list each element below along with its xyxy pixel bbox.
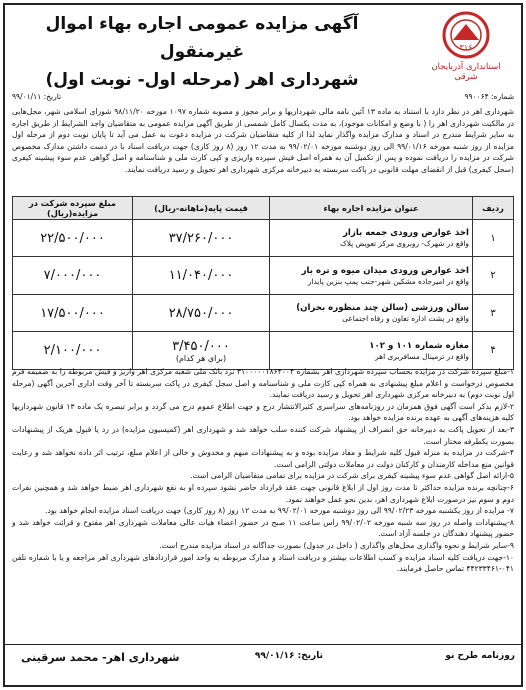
item-cell bbox=[270, 257, 473, 295]
publication-name: روزنامه طرح نو bbox=[445, 651, 515, 661]
condition-item: ۱۰-جهت دریافت کلیه اسناد مزایده و کسب اطلاعات بیشتر و دریافت اسناد و مدارک مربوطه به واحد امور قراردادهای شهرداری اهر مراجعه و یا با شماره تلفن ۰۴۱-۴۴۲۳۳۴۶۱ تماس حاصل فرمایند. bbox=[12, 552, 514, 574]
header-base-price: قیمت پایه(ماهانه-ریال) bbox=[133, 197, 270, 220]
price-note: (برای هر کدام) bbox=[175, 353, 227, 363]
item-title: اخذ عوارض ورودی جمعه بازار bbox=[342, 228, 469, 238]
municipality-logo bbox=[422, 10, 510, 82]
item-location: واقع در ترمینال مسافربری اهر bbox=[375, 351, 469, 361]
base-price: ۳۷/۲۶۰/۰۰۰ bbox=[133, 220, 270, 257]
footer bbox=[3, 644, 523, 687]
condition-item: ۸-پیشنهادات واصله در روز سه شنبه مورخه ۹۹/۰۲/۰۲ راس ساعت ۱۱ صبح در حضور اعضاء هیات عالی معاملات شهرداری اهر مفتوح و قرائت خواهد شد و حضور پیشنهاد دهندگان در جلسه آزاد است. bbox=[12, 517, 515, 539]
table-row bbox=[13, 295, 514, 332]
condition-item: ۶-چنانچه برنده مزایده حداکثر تا مدت روز اول از ابلاغ قانونی جهت عقد قرارداد حاضر نشود سپرده او به نفع شهرداری اهر ضبط خواهد شد و همچنین نفرات دوم و سوم نیز درصورت ابلاغ شهرداری اهر، بدین نحو عمل خواهند نمود. bbox=[12, 482, 514, 504]
header-title: عنوان مزایده اجاره بهاء bbox=[270, 197, 473, 220]
row-number: ۴ bbox=[473, 332, 514, 370]
header bbox=[10, 8, 516, 90]
logo-mark-text: ۳۱۶ bbox=[459, 43, 473, 52]
item-location: واقع در امیرجاده مشکین شهر-جنب پمپ بنزین پایدار bbox=[307, 276, 469, 286]
condition-item: ۹-سایر شرایط و نحوه واگذاری محل‌های واگذاری ( داخل در جدول) بصورت جداگانه در اسناد مزایده مندرج است. bbox=[159, 540, 514, 550]
deposit-amount: ۷/۰۰۰/۰۰۰ bbox=[13, 257, 133, 295]
base-price: ۱۱/۰۴۰/۰۰۰ bbox=[133, 257, 270, 295]
item-cell bbox=[270, 220, 473, 257]
header-row-number: ردیف bbox=[473, 197, 514, 220]
item-location: واقع در شهرک- روبروی مرکز تعویض پلاک bbox=[340, 239, 469, 248]
condition-item: ۳-بعد از تحویل پاکت به دبیرخانه حق انصراف از پیشنهاد شرکت کننده سلب خواهد شد و شهرداری اهر (کمیسیون مزایده) در رد یا قبول هریک از پیشنهادات بصورت یکطرفه مختار است. bbox=[12, 424, 514, 446]
condition-item: ۷- مزایده از روز یکشنبه مورخه ۹۹/۰۲/۲۳ الی روز دوشنبه مورخه ۹۹/۰۲/۰۱ به مدت ۱۲ روز (۸ روز کاری) جهت دریافت اسناد مزایده انجام خواهد بود. bbox=[45, 506, 514, 516]
item-location: واقع در پشت اداره تعاون و رفاه اجتماعی bbox=[342, 314, 469, 323]
ad-title bbox=[22, 10, 382, 94]
title-line-2: شهرداری اهر (مرحله اول- نوبت اول) bbox=[45, 70, 359, 90]
publication-date: تاریخ: ۹۹/۰۱/۱۶ bbox=[254, 651, 323, 661]
item-title: مغازه شماره ۱۰۱ و ۱۰۲ bbox=[369, 340, 469, 351]
base-price: ۲۸/۷۵۰/۰۰۰ bbox=[133, 295, 270, 332]
intro-paragraph: شهرداری اهر در نظر دارد با استناد به ماده ۱۳ آئین نامه مالی شهرداریها و برابر مجوز و مصوبه شماره ۱۰۹۷ مورخه ۹۸/۱۱/۲۰ شورای اسلامی شهر، محل‌هایی در مالکیت شهرداری اهر را ( با وضع و امکانات موجود)، به مدت یکسال کامل شمسی از طریق آگهی مزایده عمومی به متقاضیان واجد الشرایط از طریق اجاره به سایر شرایط مندرج در اسناد و مدارک مزایده واگذار نماید لذا از کلیه متقاضیان شرکت در مزایده دعوت به عمل می آید تا پایان نوبت دوم از مرحله اول مزایده از روز شنبه مورخه ۹۹/۰۱/۱۶ الی روز دوشنبه مورخه ۹۹/۰۲/۰۱ به مدت ۱۲ روز (۸ روز کاری) جهت دریافت اسناد با در دست داشتن مدارک مخصوص شرکت در مزایده را دریافت نموده و پس از تکمیل آن به همراه اصل فیش سپرده واریزی و کپی کارت ملی و شناسنامه و اصل گواهی عدم سوء پیشینه کیفری (سجل کیفری) قبل از انقضای مهلت قانونی در پاکت سربسته به دبیرخانه مرکزی شهرداری اهر تحویل و رسید دریافت نمایند. bbox=[12, 107, 515, 174]
item-cell bbox=[270, 295, 473, 332]
signature: شهرداری اهر- محمد سرقینی bbox=[21, 651, 180, 664]
condition-item: ۲-لازم بذکر است آگهی فوق همزمان در روزنامه‌های سراسری کثیرالانتشار درج و جهت اطلاع عموم درج می گردد و برابر تبصره یک ماده ۱۳ قانون شهرداریها کلیه هزینه‌های آگهی به عهده برنده مزایده خواهد بود. bbox=[12, 401, 515, 423]
row-number: ۱ bbox=[473, 220, 514, 257]
condition-item: ۵-ارائه اصل گواهی عدم سوء پیشینه کیفری برای شرکت در مزایده برای تمامی متقاضیان الزامی است. bbox=[190, 471, 514, 481]
item-cell bbox=[270, 332, 473, 370]
base-price-cell bbox=[133, 332, 270, 370]
condition-item: ۴-شرکت در مزایده به منزله قبول کلیه شرایط و مفاد مزایده بوده و به پیشنهادات مبهم و مخدوش و خالی از اعلام مبلغ، ترتیب اثر داده نخواهد شد و رعایت قوانین منع مداخله کارمندان و کارکنان دولت در معاملات دولتی الزامی است. bbox=[12, 448, 514, 469]
table-row bbox=[13, 220, 514, 257]
item-title: سالن ورزشی (سالن چند منظوره بحران) bbox=[296, 303, 469, 313]
table-header-row bbox=[13, 197, 514, 220]
document-date: تاریخ: ۹۹/۰۱/۱۱ bbox=[12, 92, 62, 101]
table-row bbox=[13, 257, 514, 295]
condition-item: ۱-مبلغ سپرده شرکت در مزایده بحساب سپرده شهرداری اهر بشماره ۳۱۰۰۰۰۰۱۸۶۴۰۰۴ نزد بانک ملی شعبه مرکزی اهر واریز و فیش مربوطه را به ضمیمه فرم مخصوص درخواست و اعلام مبلغ پیشنهادی به همراه کپی کارت ملی و شناسنامه و اصل سجل کیفری در پاکت سربسته تا آخر وقت اداری آخرین آگهی (مرحله اول نوبت دوم) به دبیرخانه مرکزی شهرداری اهر تحویل و رسید دریافت نمایند. bbox=[12, 367, 514, 400]
row-number: ۳ bbox=[473, 295, 514, 332]
header-deposit: مبلغ سپرده شرکت در مزایده(ریال) bbox=[13, 197, 133, 220]
title-line-1: آگهی مزایده عمومی اجاره بهاء اموال غیرمنقول bbox=[45, 14, 359, 62]
document-meta bbox=[10, 92, 516, 104]
table-row bbox=[13, 332, 514, 370]
conditions-list bbox=[12, 366, 514, 575]
auction-items-table bbox=[12, 196, 514, 370]
deposit-amount: ۱۷/۵۰۰/۰۰۰ bbox=[13, 295, 133, 332]
document-number: شماره: ۹۹۰۰۶۴ bbox=[464, 92, 514, 101]
base-price: ۳/۴۵۰/۰۰۰ bbox=[172, 338, 230, 354]
logo-emblem-icon bbox=[441, 10, 491, 60]
item-title: اخذ عوارض ورودی میدان میوه و تره بار bbox=[301, 265, 469, 276]
deposit-amount: ۲/۱۰۰/۰۰۰ bbox=[13, 332, 133, 370]
deposit-amount: ۲۲/۵۰۰/۰۰۰ bbox=[13, 220, 133, 257]
row-number: ۲ bbox=[473, 257, 514, 295]
logo-caption: استانداری آذربایجان شرقی bbox=[431, 62, 501, 82]
